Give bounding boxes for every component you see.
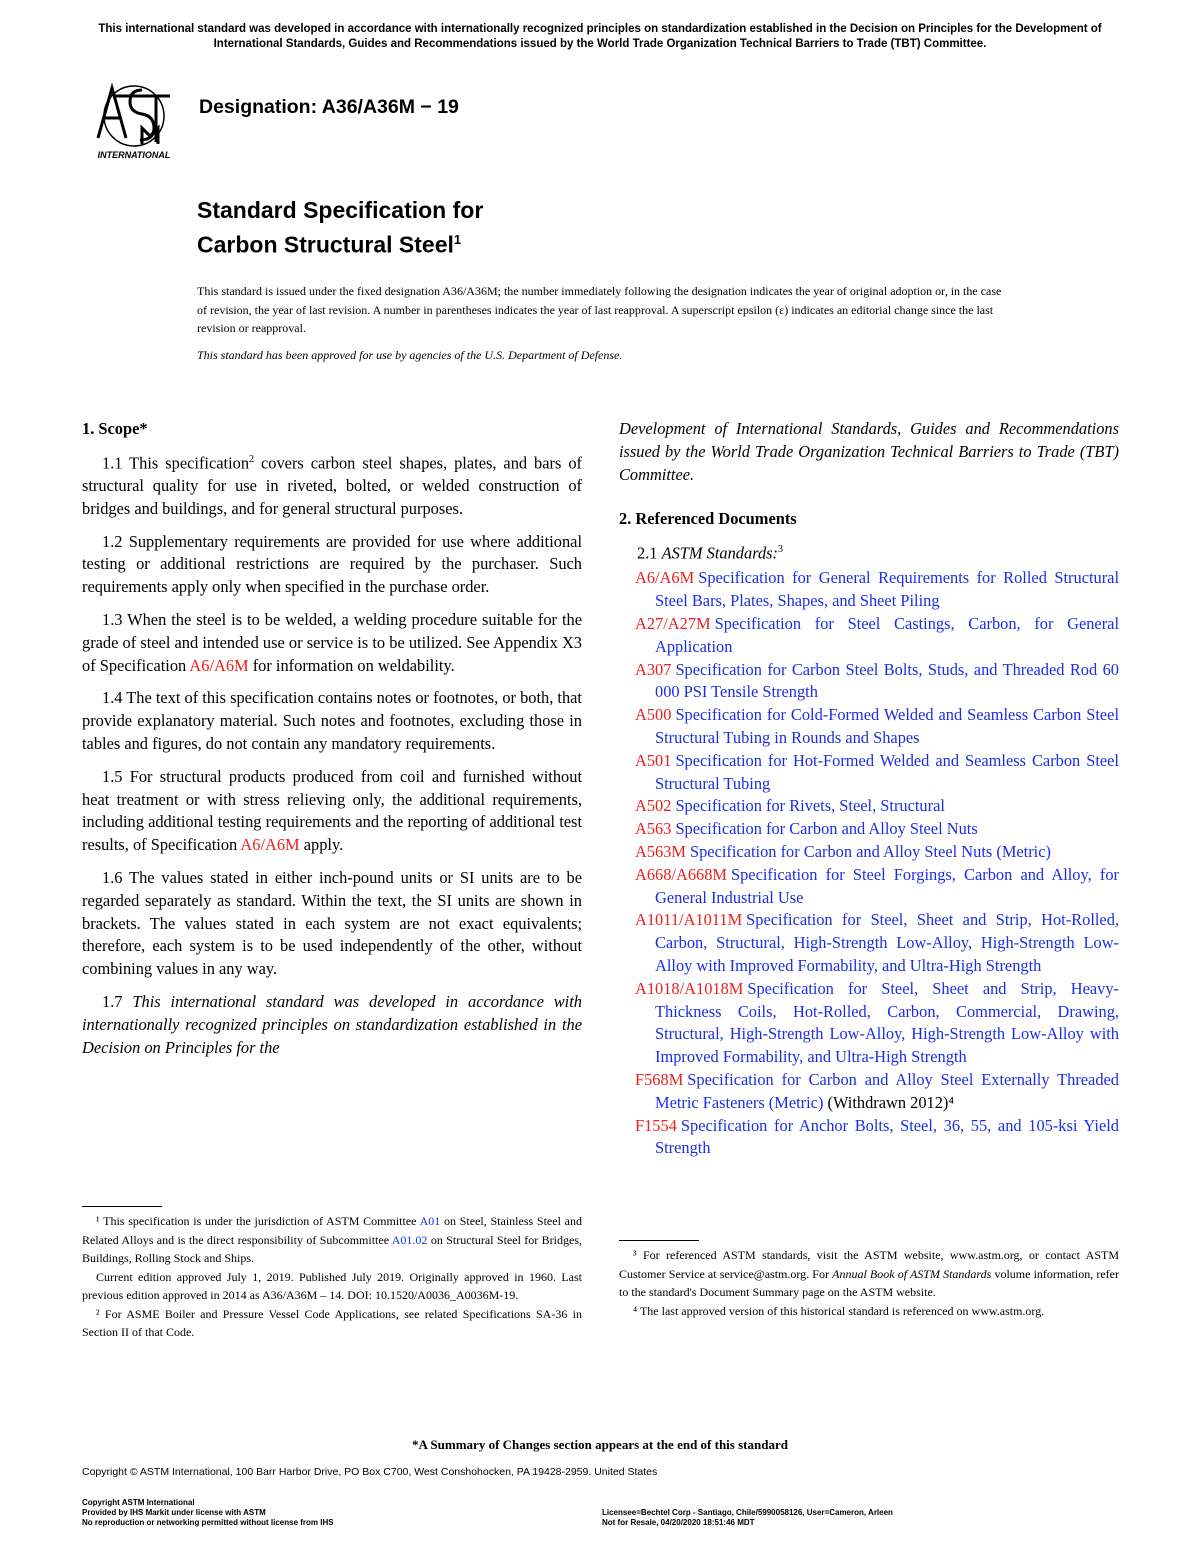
reference-code-link[interactable]: A6/A6M: [635, 568, 695, 588]
reference-code-link[interactable]: A668/A668M: [635, 864, 727, 884]
reference-title-link[interactable]: Specification for Cold-Formed Welded and Seamless Carbon Steel Structural Tubing in Rounds and Shapes: [655, 705, 1119, 748]
footnote-1: ¹ This specification is under the jurisdiction of ASTM Committee A01 on Steel, Stainless Steel and Related Alloys and is the direct responsibility of Subcommittee A01.02 on Structural Steel for Bridges, Buildings, Rolling Stock and Ships.: [82, 1214, 582, 1265]
reference-code-link[interactable]: A563M: [635, 842, 686, 862]
reference-item: [619, 818, 1119, 841]
reference-title-link[interactable]: Specification for Steel, Sheet and Strip, Hot-Rolled, Carbon, Structural, High-Strength Low-Alloy, High-Strength Low-Alloy with Improved Formability, and Ultra-High Strength: [655, 910, 1119, 975]
reference-code-link[interactable]: A27/A27M: [635, 614, 711, 634]
reference-title-link[interactable]: Specification for Carbon Steel Bolts, Studs, and Threaded Rod 60 000 PSI Tensile Strength: [655, 659, 1119, 702]
scope-1-2: 1.2 Supplementary requirements are provided for use where additional testing or additional restrictions are required by the purchaser. Such requirements apply only when specified in the purchase order.: [82, 531, 582, 597]
title-footnote-mark: 1: [453, 232, 462, 247]
reference-item: [619, 750, 1119, 796]
footnote-rule: [619, 1240, 699, 1241]
reference-code-link[interactable]: A1011/A1011M: [635, 910, 743, 930]
reference-item: [619, 1115, 1119, 1161]
reference-item: [619, 909, 1119, 977]
reference-item: [619, 795, 1119, 818]
reference-code-link[interactable]: F568M: [635, 1069, 684, 1089]
reference-item: [619, 613, 1119, 659]
link-a6-a6m[interactable]: A6/A6M: [240, 835, 300, 855]
reference-status: (Withdrawn 2012)⁴: [823, 1092, 955, 1112]
reference-title-link[interactable]: Specification for Carbon and Alloy Steel Externally Threaded Metric Fasteners (Metric): [655, 1069, 1119, 1112]
scope-1-6: 1.6 The values stated in either inch-pound units or SI units are to be regarded separately as standard. Within the text, the SI units are shown in brackets. The values stated in each system are not exact equivalents; therefore, each system is to be used independently of the other, without combining values in any way.: [82, 868, 582, 979]
designation: Designation: A36/A36M − 19: [199, 96, 459, 118]
footnote-rule: [82, 1206, 162, 1207]
footnote-4: ⁴ The last approved version of this historical standard is referenced on www.astm.org.: [633, 1303, 1045, 1318]
license-left: Copyright ASTM International Provided by IHS Markit under license with ASTM No reproduction or networking permitted without license from IHS: [82, 1498, 334, 1527]
reference-list: [619, 567, 1119, 1160]
reference-item: [619, 1069, 1119, 1115]
reference-item: [619, 704, 1119, 750]
footnote-3: ³ For referenced ASTM standards, visit the ASTM website, www.astm.org, or contact ASTM Customer Service at service@astm.org. For Annual Book of ASTM Standards volume information, refer to the standard's Document Summary page on the ASTM website.: [619, 1248, 1119, 1299]
reference-code-link[interactable]: A501: [635, 750, 672, 770]
title-line-1: Standard Specification for: [197, 197, 484, 223]
reference-item: [619, 659, 1119, 705]
reference-item: [619, 567, 1119, 613]
reference-code-link[interactable]: A502: [635, 796, 672, 816]
reference-code-link[interactable]: A307: [635, 659, 672, 679]
footnotes-right: [619, 1246, 1119, 1320]
references-heading: 2. Referenced Documents: [619, 509, 797, 529]
link-a6-a6m[interactable]: A6/A6M: [189, 655, 249, 675]
license-right: Licensee=Bechtel Corp - Santiago, Chile/5990058126, User=Cameron, Arleen Not for Resale, 04/20/2020 18:51:46 MDT: [602, 1508, 893, 1527]
reference-title-link[interactable]: Specification for Anchor Bolts, Steel, 36, 55, and 105-ksi Yield Strength: [655, 1115, 1119, 1158]
left-column: [82, 418, 582, 1069]
footnotes-left: [82, 1212, 582, 1342]
reference-title-link[interactable]: Specification for Steel Forgings, Carbon and Alloy, for General Industrial Use: [655, 864, 1119, 907]
reference-item: [619, 841, 1119, 864]
reference-code-link[interactable]: F1554: [635, 1115, 677, 1135]
footnote-2: ² For ASME Boiler and Pressure Vessel Code Applications, see related Specifications SA-36 in Section II of that Code.: [82, 1306, 582, 1339]
reference-item: [619, 864, 1119, 910]
reference-title-link[interactable]: Specification for General Requirements for Rolled Structural Steel Bars, Plates, Shapes, and Sheet Piling: [655, 568, 1119, 611]
logo-org-text: INTERNATIONAL: [97, 150, 171, 160]
dod-note: This standard has been approved for use by agencies of the U.S. Department of Defense.: [197, 348, 623, 362]
footnote-1-edition: Current edition approved July 1, 2019. Published July 2019. Originally approved in 1960. Last previous edition approved in 2014 as A36/A36M – 14. DOI: 10.1520/A0036_A0036M-19.: [82, 1269, 582, 1302]
reference-item: [619, 978, 1119, 1069]
right-column: [619, 418, 1119, 1160]
document-title: [197, 195, 483, 260]
reference-code-link[interactable]: A1018/A1018M: [635, 978, 744, 998]
reference-title-link[interactable]: Specification for Carbon and Alloy Steel Nuts: [675, 819, 978, 839]
summary-of-changes-note: *A Summary of Changes section appears at the end of this standard: [412, 1437, 788, 1452]
copyright-line: Copyright © ASTM International, 100 Barr Harbor Drive, PO Box C700, West Conshohocken, PA 19428-2959. United States: [82, 1466, 658, 1478]
scope-1-4: 1.4 The text of this specification contains notes or footnotes, or both, that provide explanatory material. Such notes and footnotes, excluding those in tables and figures, do not contain any mandatory requirements.: [82, 688, 582, 754]
scope-1-3: 1.3 When the steel is to be welded, a welding procedure suitable for the grade of steel and intended use or service is to be utilized. See Appendix X3 of Specification A6/A6M for information on weldability.: [82, 610, 582, 675]
link-committee-a01[interactable]: A01: [419, 1214, 441, 1228]
tbt-notice: This international standard was developed in accordance with internationally recognized principles on standardization established in the Decision on Principles for the Development of International Standards, Guides and Recommendations issued by the World Trade Organization Technical Barriers to Trade (TBT) Committee.: [98, 23, 1102, 50]
reference-title-link[interactable]: Specification for Carbon and Alloy Steel Nuts (Metric): [690, 842, 1051, 862]
scope-1-7-continued: Development of International Standards, Guides and Recommendations issued by the World Trade Organization Technical Barriers to Trade (TBT) Committee.: [619, 419, 1119, 484]
title-line-2: Carbon Structural Steel: [197, 231, 454, 258]
scope-1-1: 1.1 This specification$^2$ covers carbon steel shapes, plates, and bars of structural quality for use in riveted, bolted, or welded construction of bridges and buildings, and for general structural purposes.: [82, 453, 582, 518]
reference-title-link[interactable]: Specification for Steel Castings, Carbon, for General Application: [655, 614, 1119, 656]
astm-standards-subheading: 2.1 ASTM Standards:$^3$: [637, 543, 784, 563]
scope-1-7: 1.7 This international standard was developed in accordance with internationally recognized principles on standardization established in the Decision on Principles for the: [82, 992, 582, 1057]
reference-title-link[interactable]: Specification for Steel, Sheet and Strip, Heavy-Thickness Coils, Hot-Rolled, Carbon, Commercial, Drawing, Structural, High-Strength Low-Alloy, High-Strength Low-Alloy with Improved Formability, and Ultra-High Strength: [655, 978, 1119, 1067]
astm-logo: [84, 78, 184, 160]
link-subcommittee-a01-02[interactable]: A01.02: [391, 1232, 428, 1247]
designation-note: This standard is issued under the fixed designation A36/A36M; the number immediately following the designation indicates the year of original adoption or, in the case of revision, the year of last revision. A number in parentheses indicates the year of last reapproval. A superscript epsilon (ε) indicates an editorial change since the last revision or reapproval.: [197, 284, 1002, 335]
reference-code-link[interactable]: A563: [635, 819, 672, 839]
reference-title-link[interactable]: Specification for Hot-Formed Welded and Seamless Carbon Steel Structural Tubing: [655, 750, 1119, 793]
reference-code-link[interactable]: A500: [635, 705, 672, 725]
scope-1-5: 1.5 For structural products produced from coil and furnished without heat treatment or with stress relieving only, the additional requirements, including additional testing requirements and the reporting of additional test results, of Specification A6/A6M apply.: [82, 766, 582, 855]
scope-heading: 1. Scope*: [82, 419, 148, 438]
reference-title-link[interactable]: Specification for Rivets, Steel, Structural: [675, 796, 945, 816]
